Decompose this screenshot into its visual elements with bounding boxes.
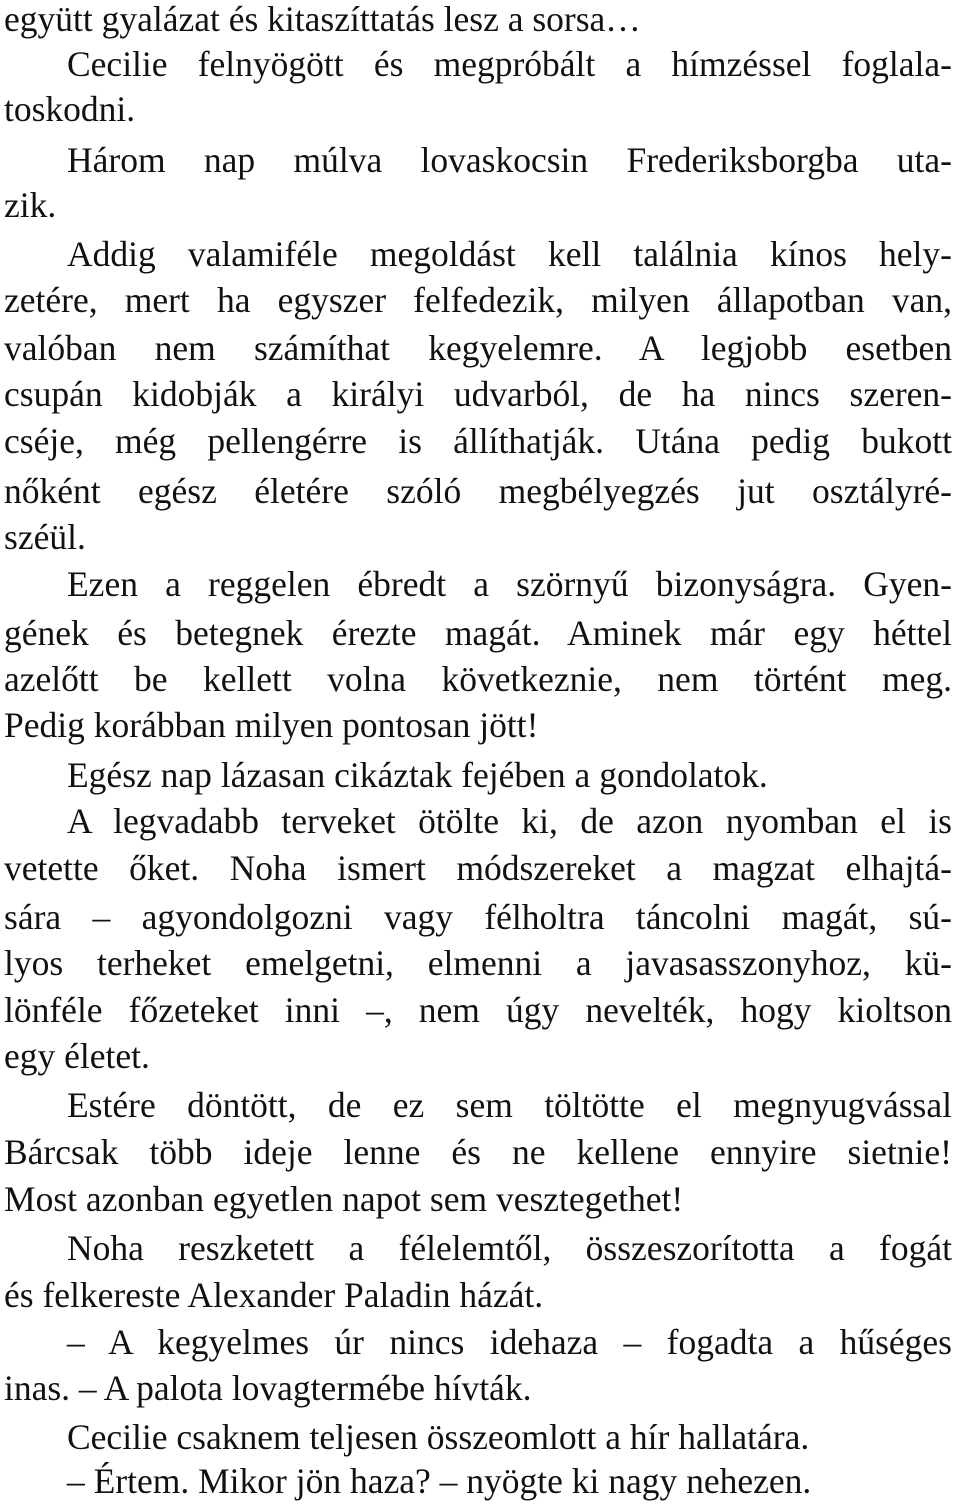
text-line: – Értem. Mikor jön haza? – nyögte ki nagy nehezen. [67, 1461, 812, 1501]
text-line: A legvadabb terveket ötölte ki, de azon nyomban el is [67, 801, 952, 841]
text-line: Addig valamiféle megoldást kell találnia kínos hely- [67, 234, 952, 274]
text-line: Egész nap lázasan cikáztak fejében a gondolatok. [67, 755, 768, 795]
text-line: cséje, még pellengérre is állíthatják. Utána pedig bukott [4, 421, 952, 461]
text-line: lyos terheket emelgetni, elmenni a javasasszonyhoz, kü- [4, 943, 952, 983]
text-line: valóban nem számíthat kegyelemre. A legjobb esetben [4, 328, 952, 368]
text-line: együtt gyalázat és kitaszíttatás lesz a sorsa… [4, 0, 641, 39]
text-line: Noha reszketett a félelemtől, összeszorította a fogát [67, 1228, 952, 1268]
text-line: egy életet. [4, 1036, 150, 1076]
text-line: lönféle főzeteket inni –, nem úgy nevelték, hogy kioltson [4, 990, 952, 1030]
text-line: Három nap múlva lovaskocsin Frederiksborgba uta- [67, 140, 952, 180]
text-line: Pedig korábban milyen pontosan jött! [4, 705, 539, 745]
text-line: azelőtt be kellett volna következnie, nem történt meg. [4, 659, 952, 699]
text-line: zetére, mert ha egyszer felfedezik, milyen állapotban van, [4, 280, 952, 320]
text-line: Bárcsak több ideje lenne és ne kellene ennyire sietnie! [4, 1132, 952, 1172]
text-line: zik. [4, 185, 57, 225]
text-line: toskodni. [4, 89, 136, 129]
text-line: Most azonban egyetlen napot sem vesztegethet! [4, 1179, 684, 1219]
text-line: – A kegyelmes úr nincs idehaza – fogadta a hűséges [67, 1322, 952, 1362]
text-line: nőként egész életére szóló megbélyegzés jut osztályré- [4, 471, 952, 511]
text-line: vetette őket. Noha ismert módszereket a magzat elhajtá- [4, 848, 952, 888]
text-line: Cecilie csaknem teljesen összeomlott a hír hallatára. [67, 1417, 810, 1457]
text-line: széül. [4, 517, 86, 557]
text-line: Estére döntött, de ez sem töltötte el megnyugvással [67, 1085, 952, 1125]
text-line: Cecilie felnyögött és megpróbált a hímzéssel foglala- [67, 44, 952, 84]
text-line: Ezen a reggelen ébredt a szörnyű bizonyságra. Gyen- [67, 564, 952, 604]
text-line: és felkereste Alexander Paladin házát. [4, 1275, 544, 1315]
text-line: csupán kidobják a királyi udvarból, de ha nincs szeren- [4, 374, 952, 414]
text-line: inas. – A palota lovagtermébe hívták. [4, 1368, 532, 1408]
text-line: gének és betegnek érezte magát. Aminek már egy héttel [4, 613, 952, 653]
text-line: sára – agyondolgozni vagy félholtra táncolni magát, sú- [4, 897, 952, 937]
